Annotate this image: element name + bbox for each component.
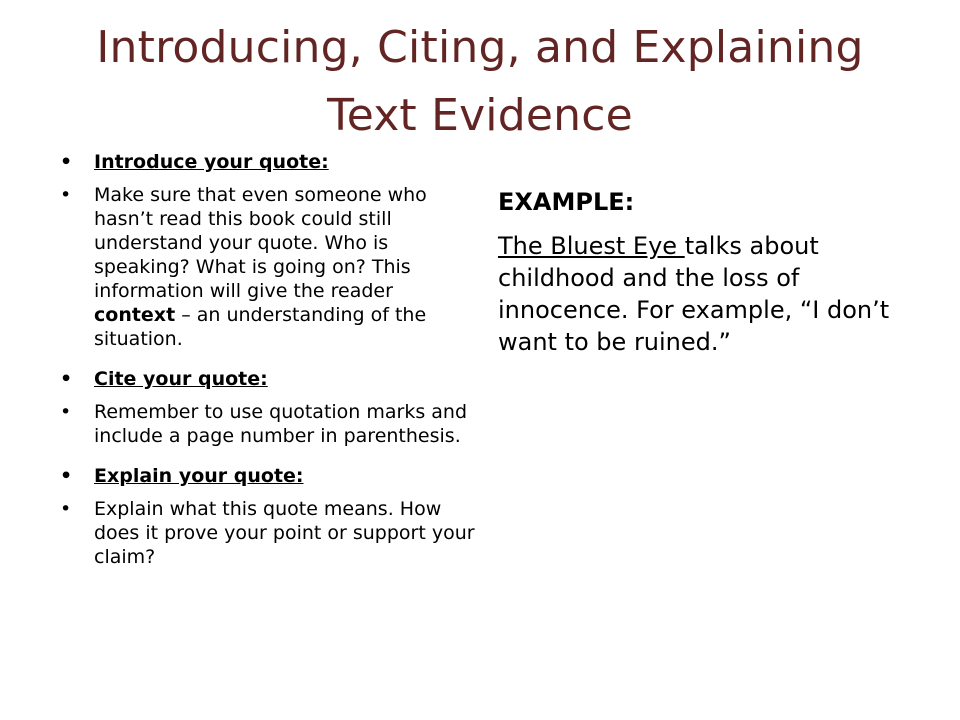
example-panel: [498, 186, 908, 358]
introduce-text-part-a: Make sure that even someone who hasn’t read this book could still understand your quote. Who is speaking? What is going on? This information will give the reader: [94, 184, 427, 302]
explain-text: • Explain what this quote means. How does it prove your point or support your claim?: [60, 497, 480, 569]
cite-heading: • Cite your quote:: [60, 367, 480, 391]
slide-title-line-1: Introducing, Citing, and Explaining: [96, 22, 864, 73]
introduce-text: [60, 183, 480, 351]
explain-heading: • Explain your quote:: [60, 464, 480, 488]
slide-title-line-2: Text Evidence: [327, 90, 633, 141]
slide-title: [40, 14, 920, 150]
example-label: EXAMPLE:: [498, 188, 635, 216]
cite-text: • Remember to use quotation marks and include a page number in parenthesis.: [60, 400, 480, 448]
book-title: The Bluest Eye: [498, 232, 685, 260]
example-text: [498, 230, 908, 358]
introduce-text-part-b: – an understanding of the situation.: [94, 304, 427, 350]
instructions-list: [60, 150, 480, 578]
example-body: talks about childhood and the loss of innocence. For example, “I don’t want to be ruined.”: [498, 232, 890, 356]
context-term: context: [94, 304, 176, 326]
introduce-heading: • Introduce your quote:: [60, 150, 480, 174]
